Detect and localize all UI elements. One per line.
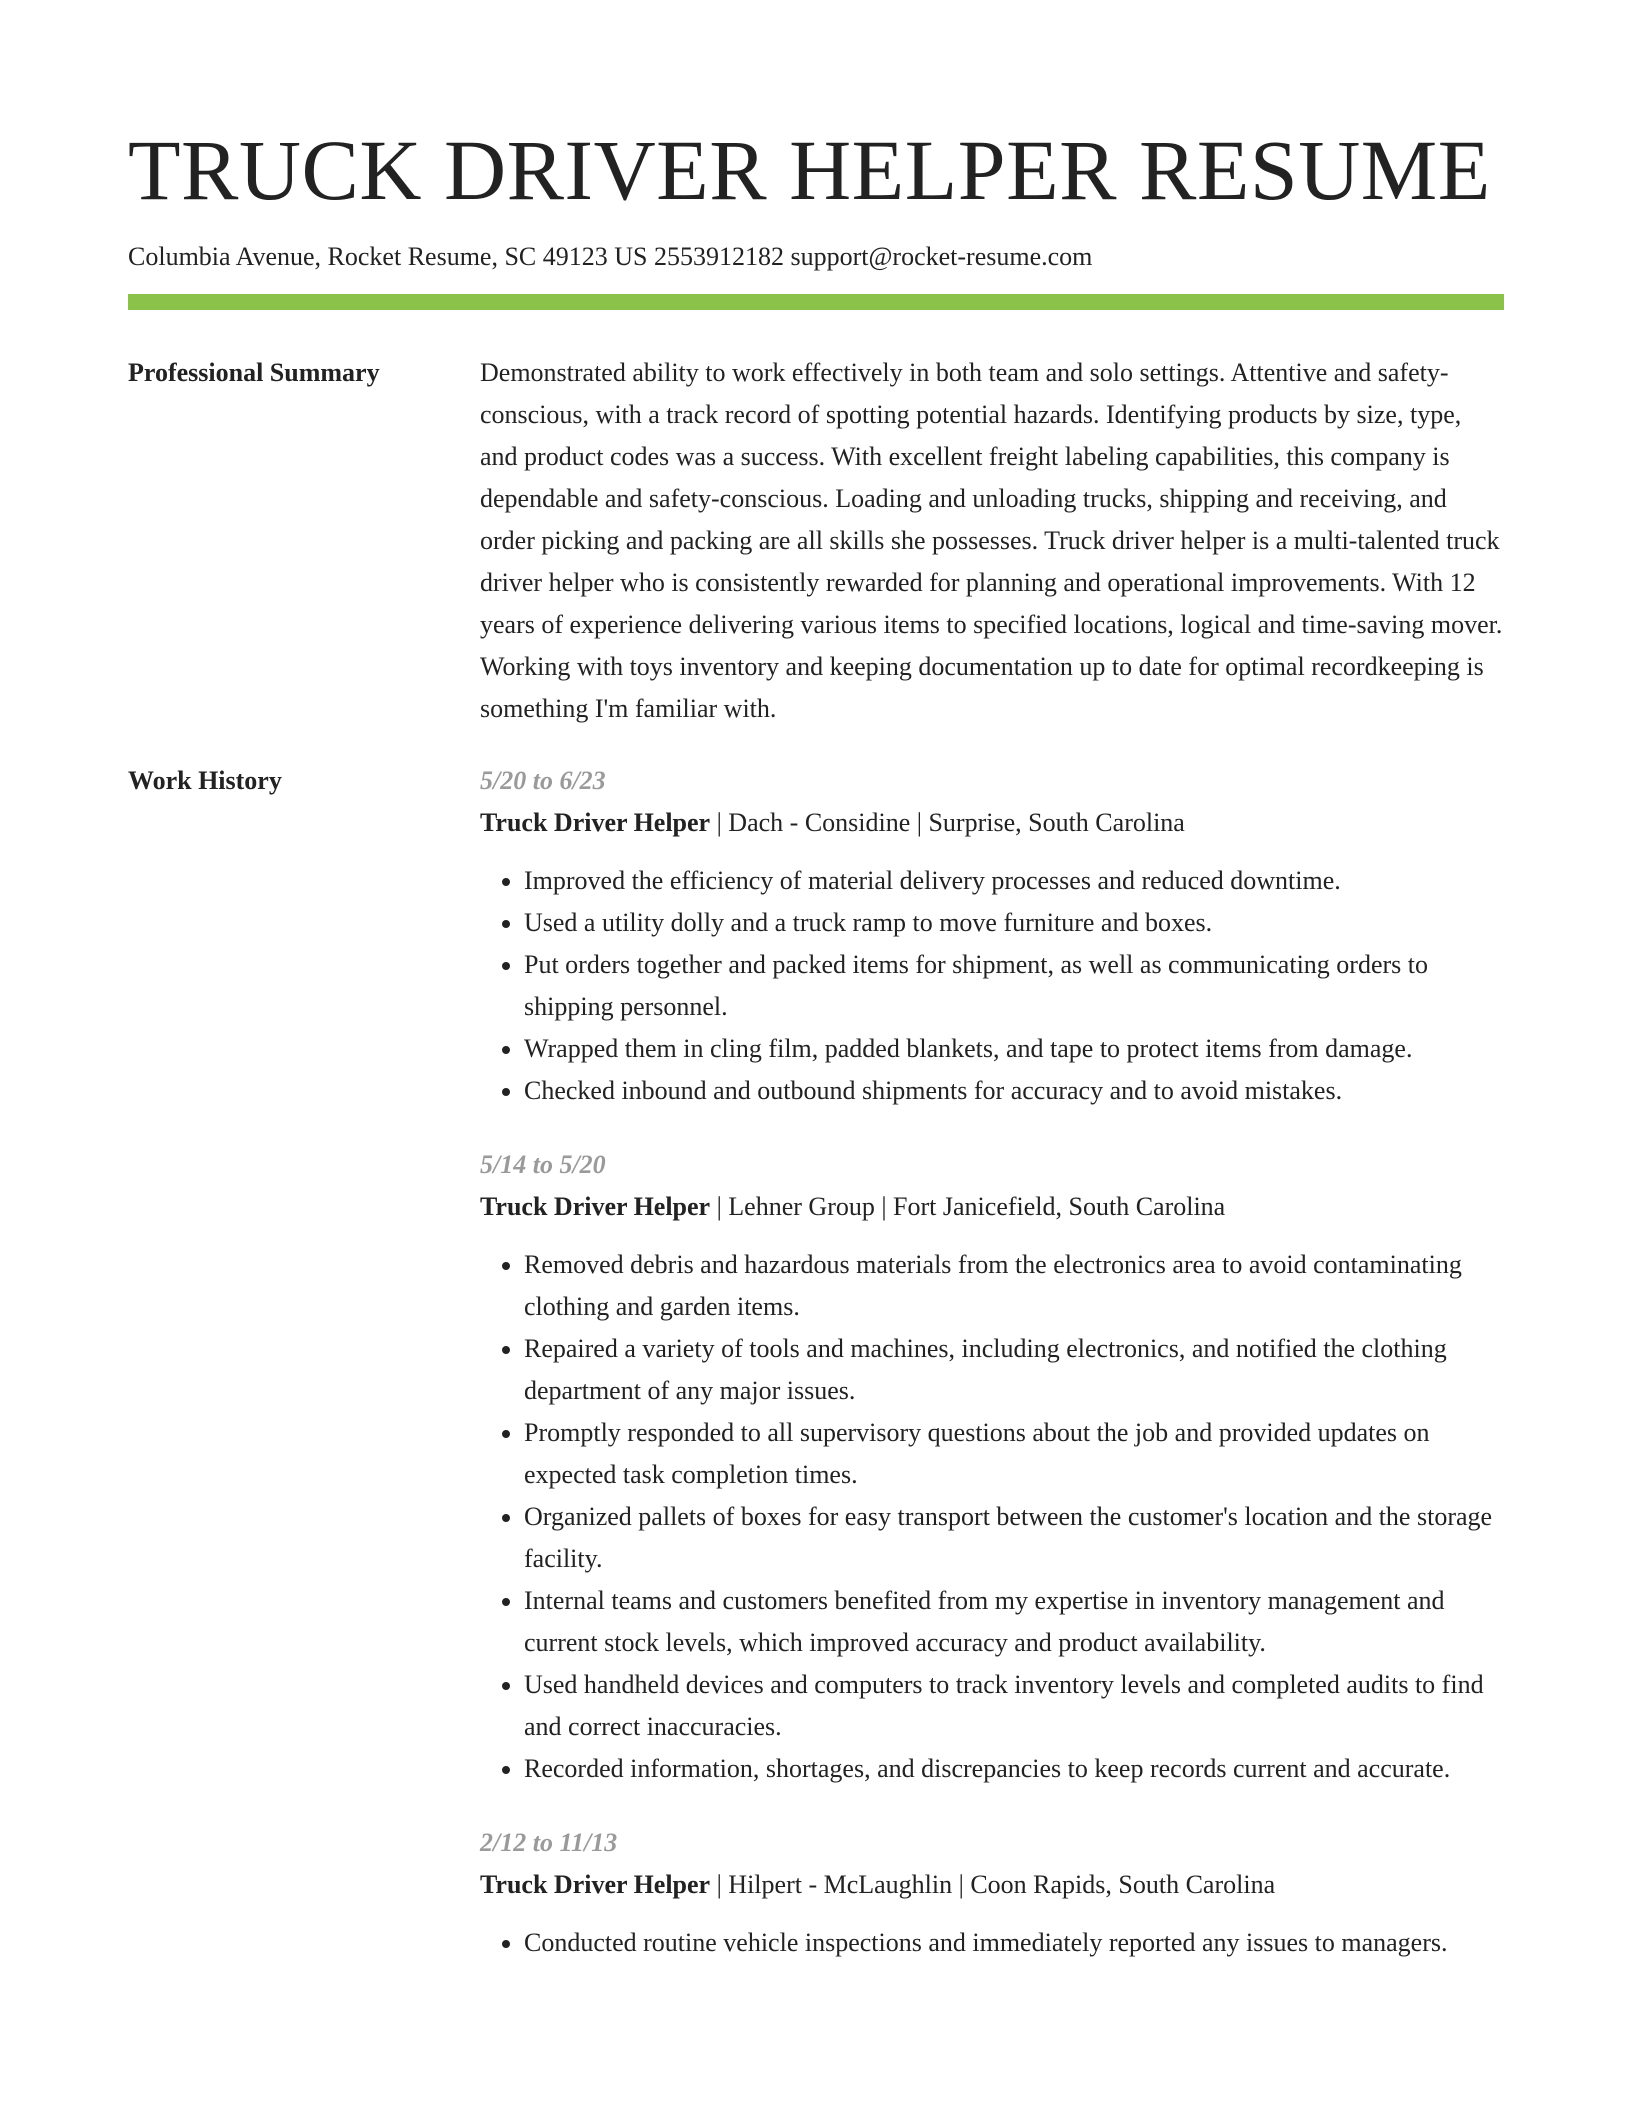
- resume-page: [128, 0, 1504, 1996]
- job-entry: [480, 760, 1504, 1112]
- job-entry: [480, 1144, 1504, 1790]
- list-item: • Internal teams and customers benefited from my expertise in inventory management and current stock levels, which improved accuracy and product availability.: [524, 1580, 1504, 1664]
- job-entry: [480, 1822, 1504, 1964]
- list-item: • Promptly responded to all supervisory questions about the job and provided updates on expected task completion times.: [524, 1412, 1504, 1496]
- job-employer-location: | Dach - Considine | Surprise, South Carolina: [710, 808, 1185, 837]
- job-bullet-list: [480, 1922, 1504, 1964]
- job-employer-location: | Hilpert - McLaughlin | Coon Rapids, South Carolina: [710, 1870, 1276, 1899]
- professional-summary-section: [128, 352, 1504, 730]
- list-item: • Recorded information, shortages, and discrepancies to keep records current and accurate.: [524, 1748, 1504, 1790]
- list-item: • Improved the efficiency of material delivery processes and reduced downtime.: [524, 860, 1504, 902]
- contact-info: Columbia Avenue, Rocket Resume, SC 49123 US 2553912182 support@rocket-resume.com: [128, 242, 1093, 271]
- job-heading: [480, 802, 1504, 844]
- work-history-section: [128, 760, 1504, 1996]
- job-title: Truck Driver Helper: [480, 1870, 711, 1899]
- list-item: • Conducted routine vehicle inspections and immediately reported any issues to managers.: [524, 1922, 1504, 1964]
- list-item: • Repaired a variety of tools and machines, including electronics, and notified the clothing department of any major issues.: [524, 1328, 1504, 1412]
- list-item: • Used a utility dolly and a truck ramp to move furniture and boxes.: [524, 902, 1504, 944]
- job-title: Truck Driver Helper: [480, 808, 711, 837]
- list-item: • Put orders together and packed items for shipment, as well as communicating orders to shipping personnel.: [524, 944, 1504, 1028]
- job-bullet-list: [480, 1244, 1504, 1790]
- resume-title: TRUCK DRIVER HELPER RESUME: [128, 122, 1491, 218]
- list-item: • Organized pallets of boxes for easy transport between the customer's location and the storage facility.: [524, 1496, 1504, 1580]
- job-heading: [480, 1864, 1504, 1906]
- job-title: Truck Driver Helper: [480, 1192, 711, 1221]
- section-heading-summary: Professional Summary: [128, 358, 380, 387]
- summary-paragraph: Demonstrated ability to work effectively in both team and solo settings. Attentive and safety-conscious, with a track record of spotting potential hazards. Identifying products by size, type, and product codes was a success. With excellent freight labeling capabilities, this company is dependable and safety-conscious. Loading and unloading trucks, shipping and receiving, and order picking and packing are all skills she possesses. Truck driver helper is a multi-talented truck driver helper who is consistently rewarded for planning and operational improvements. With 12 years of experience delivering various items to specified locations, logical and time-saving mover. Working with toys inventory and keeping documentation up to date for optimal recordkeeping is something I'm familiar with.: [480, 358, 1503, 723]
- job-heading: [480, 1186, 1504, 1228]
- work-history-list: [480, 760, 1504, 1996]
- accent-divider: [128, 294, 1504, 310]
- list-item: • Wrapped them in cling film, padded blankets, and tape to protect items from damage.: [524, 1028, 1504, 1070]
- job-employer-location: | Lehner Group | Fort Janicefield, South Carolina: [710, 1192, 1226, 1221]
- list-item: • Removed debris and hazardous materials from the electronics area to avoid contaminating clothing and garden items.: [524, 1244, 1504, 1328]
- job-dates: 2/12 to 11/13: [480, 1828, 618, 1857]
- job-bullet-list: [480, 860, 1504, 1112]
- list-item: • Checked inbound and outbound shipments for accuracy and to avoid mistakes.: [524, 1070, 1504, 1112]
- job-dates: 5/14 to 5/20: [480, 1150, 606, 1179]
- section-heading-work-history: Work History: [128, 766, 282, 795]
- list-item: • Used handheld devices and computers to track inventory levels and completed audits to find and correct inaccuracies.: [524, 1664, 1504, 1748]
- job-dates: 5/20 to 6/23: [480, 766, 606, 795]
